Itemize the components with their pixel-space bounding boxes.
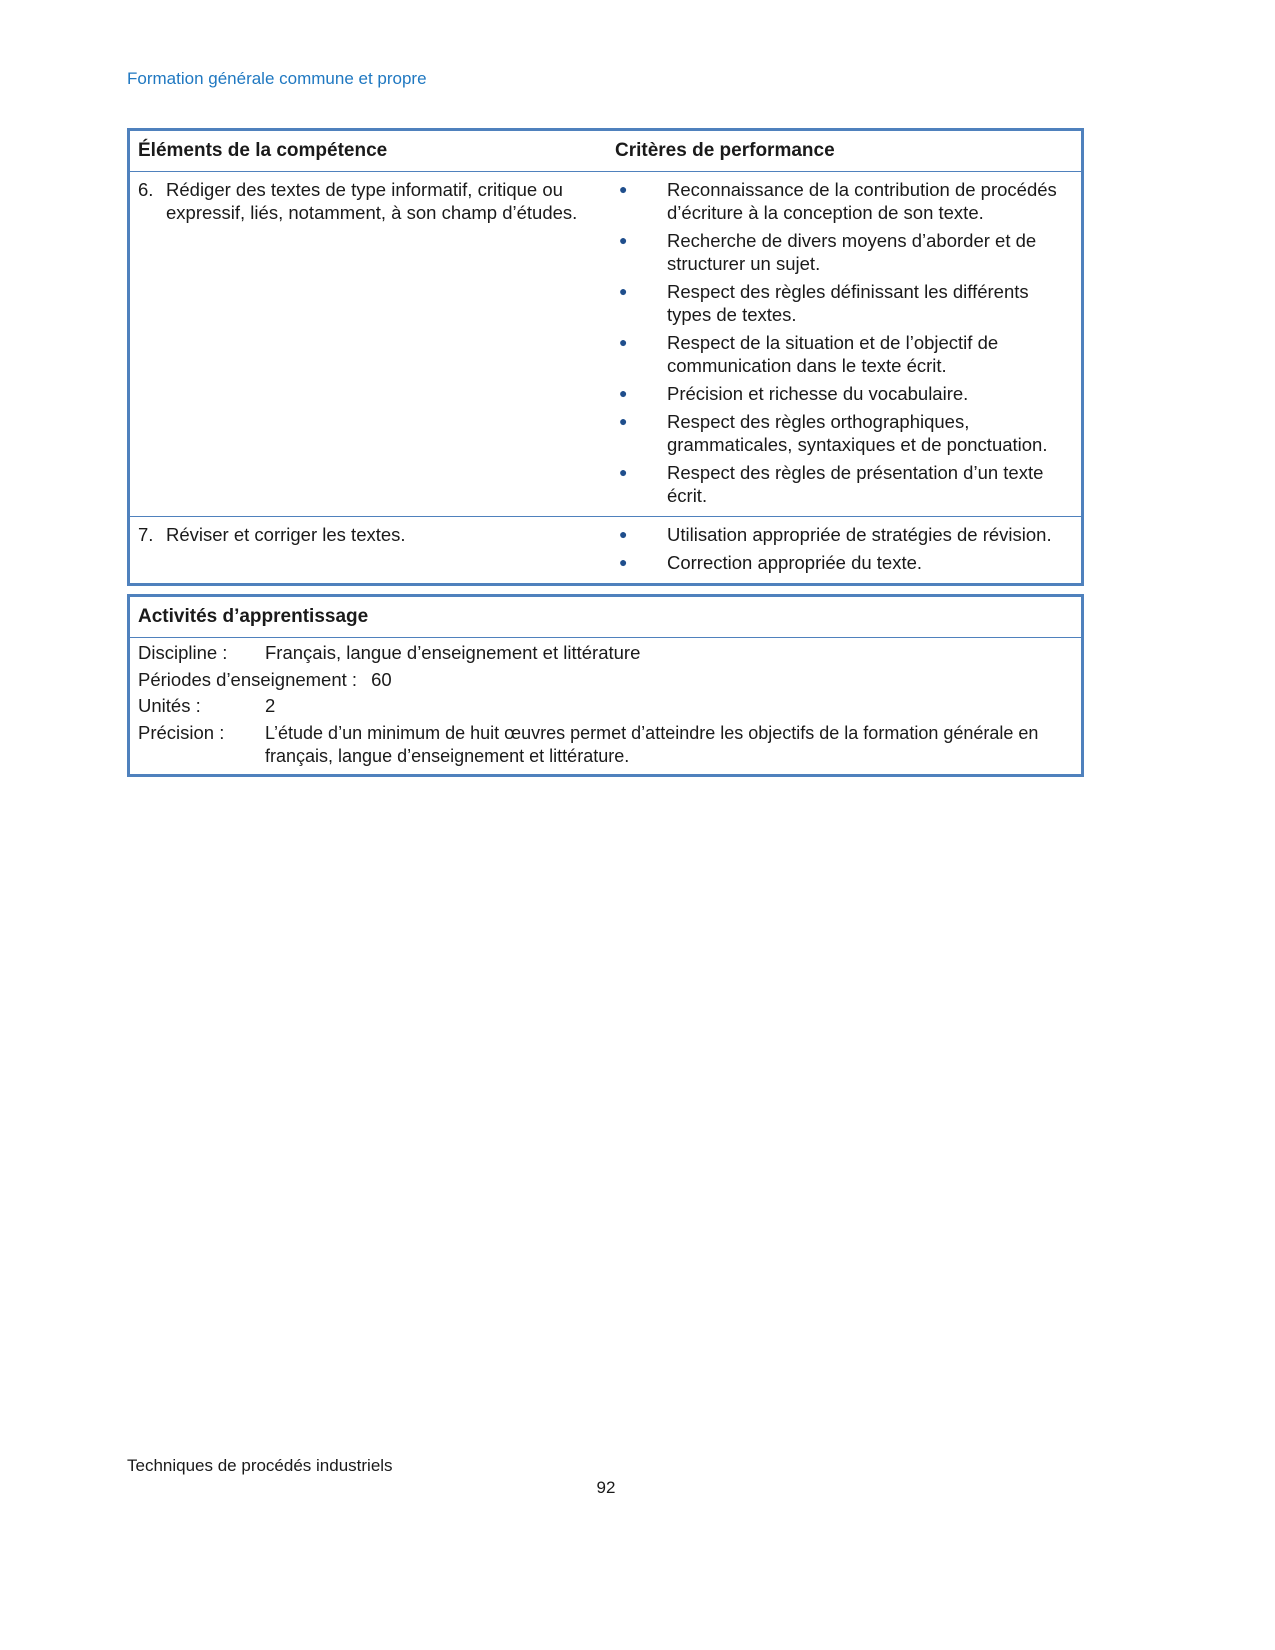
criterion-text: Correction appropriée du texte. [667,552,923,573]
element-cell [130,172,607,516]
header-criteria: Critères de performance [615,140,835,161]
criterion-text: Respect des règles orthographiques, grammaticales, syntaxiques et de ponctuation. [667,411,1048,455]
precision-line [138,720,1073,768]
table-row [130,172,1081,517]
criterion-item [607,382,1071,405]
criterion-item [607,410,1071,456]
criterion-item [607,461,1071,507]
criterion-text: Respect des règles de présentation d’un texte écrit. [667,462,1044,506]
criterion-text: Reconnaissance de la contribution de procédés d’écriture à la conception de son texte. [667,179,1057,223]
criterion-text: Respect de la situation et de l’objectif de communication dans le texte écrit. [667,332,999,376]
table-header [130,131,1081,172]
footer-program: Techniques de procédés industriels [127,1456,393,1475]
page-number: 92 [596,1478,616,1497]
criterion-item [607,331,1071,377]
criterion-text: Utilisation appropriée de stratégies de révision. [667,524,1052,545]
competence-table [127,128,1084,586]
periods-value: 60 [371,668,392,690]
criteria-cell [607,517,1081,583]
units-label: Unités : [138,695,201,716]
activities-box [127,594,1084,777]
precision-value: L’étude d’un minimum de huit œuvres permet d’atteindre les objectifs de la formation générale en français, langue d’enseignement et littérature. [265,722,1039,766]
bullet-icon: ● [619,554,628,570]
activities-title: Activités d’apprentissage [130,597,1081,638]
bullet-icon: ● [619,413,628,429]
element-cell [130,517,607,583]
bullet-icon: ● [619,181,628,197]
bullet-icon: ● [619,283,628,299]
criterion-text: Recherche de divers moyens d’aborder et de structurer un sujet. [667,230,1037,274]
discipline-label: Discipline : [138,642,228,663]
bullet-icon: ● [619,385,628,401]
criterion-text: Respect des règles définissant les différents types de textes. [667,281,1029,325]
bullet-icon: ● [619,526,628,542]
criterion-item [607,280,1071,326]
criterion-item [607,523,1071,546]
discipline-line [138,640,1073,667]
periods-line [138,667,1073,694]
element-text: Rédiger des textes de type informatif, critique ou expressif, liés, notamment, à son champ d’études. [166,179,578,223]
periods-label: Périodes d’enseignement : [138,668,358,690]
units-line [138,693,1073,720]
bullet-icon: ● [619,464,628,480]
element-number: 6. [138,179,154,200]
element-number: 7. [138,524,154,545]
header-elements: Éléments de la compétence [138,140,388,161]
criterion-item [607,229,1071,275]
criterion-text: Précision et richesse du vocabulaire. [667,383,969,404]
discipline-value: Français, langue d’enseignement et littérature [265,642,641,663]
table-row [130,517,1081,583]
units-value: 2 [265,695,276,716]
criteria-cell [607,172,1081,516]
bullet-icon: ● [619,334,628,350]
bullet-icon: ● [619,232,628,248]
precision-label: Précision : [138,721,225,743]
running-header: Formation générale commune et propre [127,69,427,88]
criterion-item [607,178,1071,224]
criterion-item [607,551,1071,574]
element-text: Réviser et corriger les textes. [166,524,406,545]
